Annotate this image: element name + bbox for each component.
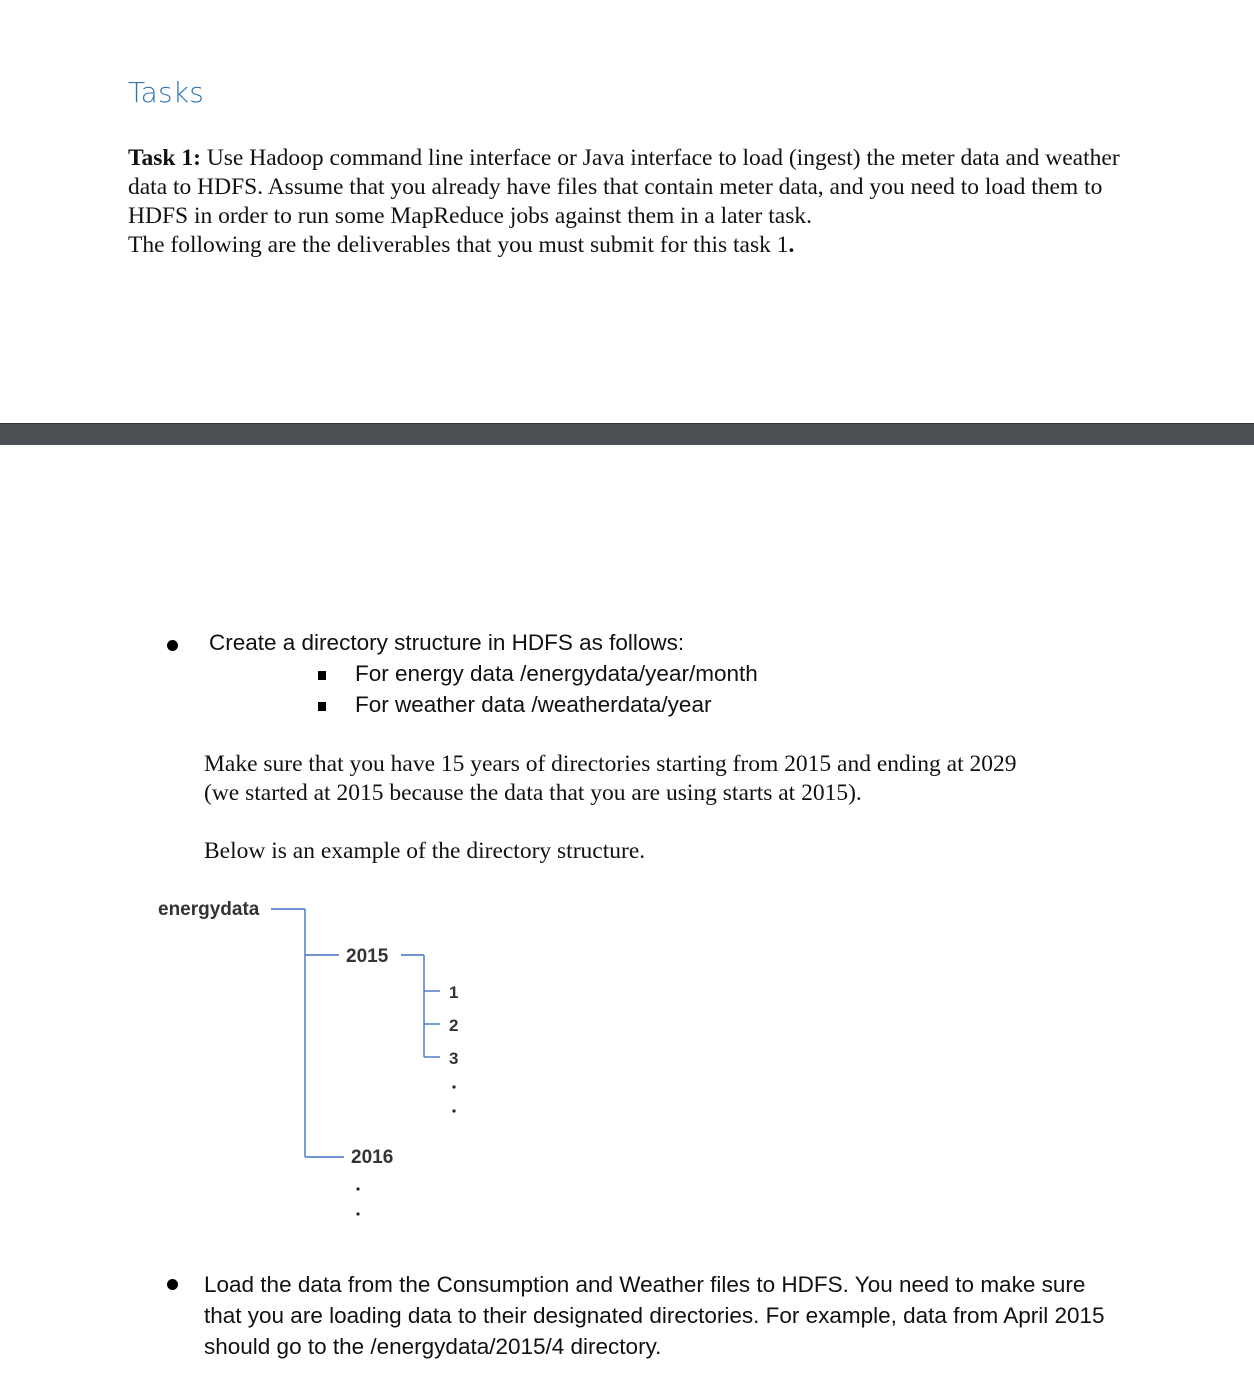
years-instruction-line1: Make sure that you have 15 years of directories starting from 2015 and ending at 2029 xyxy=(204,751,1017,777)
example-intro: Below is an example of the directory structure. xyxy=(204,838,646,864)
dir-root: energydata xyxy=(158,899,260,920)
sub-item-energy: For energy data /energydata/year/month xyxy=(355,661,758,686)
dir-month-2: 2 xyxy=(449,1016,459,1035)
task1-label: Task 1: xyxy=(128,145,201,171)
years-instruction-line2: (we started at 2015 because the data that you are using starts at 2015). xyxy=(204,780,862,806)
dir-month-1: 1 xyxy=(449,983,459,1002)
ellipsis-dot xyxy=(356,1212,359,1215)
bullet-dot-icon xyxy=(167,1279,178,1290)
ellipsis-dot xyxy=(452,1109,455,1112)
task1-description: Use Hadoop command line interface or Java interface to load (ingest) the meter data and weather data to HDFS. Assume that you already have files that contain meter data, and you need to load them to HDFS in order to run some MapReduce jobs against them in a later task. xyxy=(128,145,1120,229)
ellipsis-dot xyxy=(356,1187,359,1190)
task1-deliverables-period: . xyxy=(788,232,795,258)
dir-month-3: 3 xyxy=(449,1049,459,1068)
dir-year-2015: 2015 xyxy=(346,946,389,967)
sub-item-weather: For weather data /weatherdata/year xyxy=(355,692,712,717)
dir-year-2016: 2016 xyxy=(351,1147,394,1168)
page-heading: Tasks xyxy=(128,76,205,109)
bullet1-text: Create a directory structure in HDFS as follows: xyxy=(209,630,685,655)
bullet2-text: Load the data from the Consumption and Weather files to HDFS. You need to make sure that you are loading data to their designated directories. For example, data from April 2015 should go to the /energydata/2015/4 directory. xyxy=(204,1272,1105,1359)
ellipsis-dot xyxy=(452,1085,455,1088)
task1-deliverables: The following are the deliverables that you must submit for this task 1 xyxy=(128,232,789,258)
